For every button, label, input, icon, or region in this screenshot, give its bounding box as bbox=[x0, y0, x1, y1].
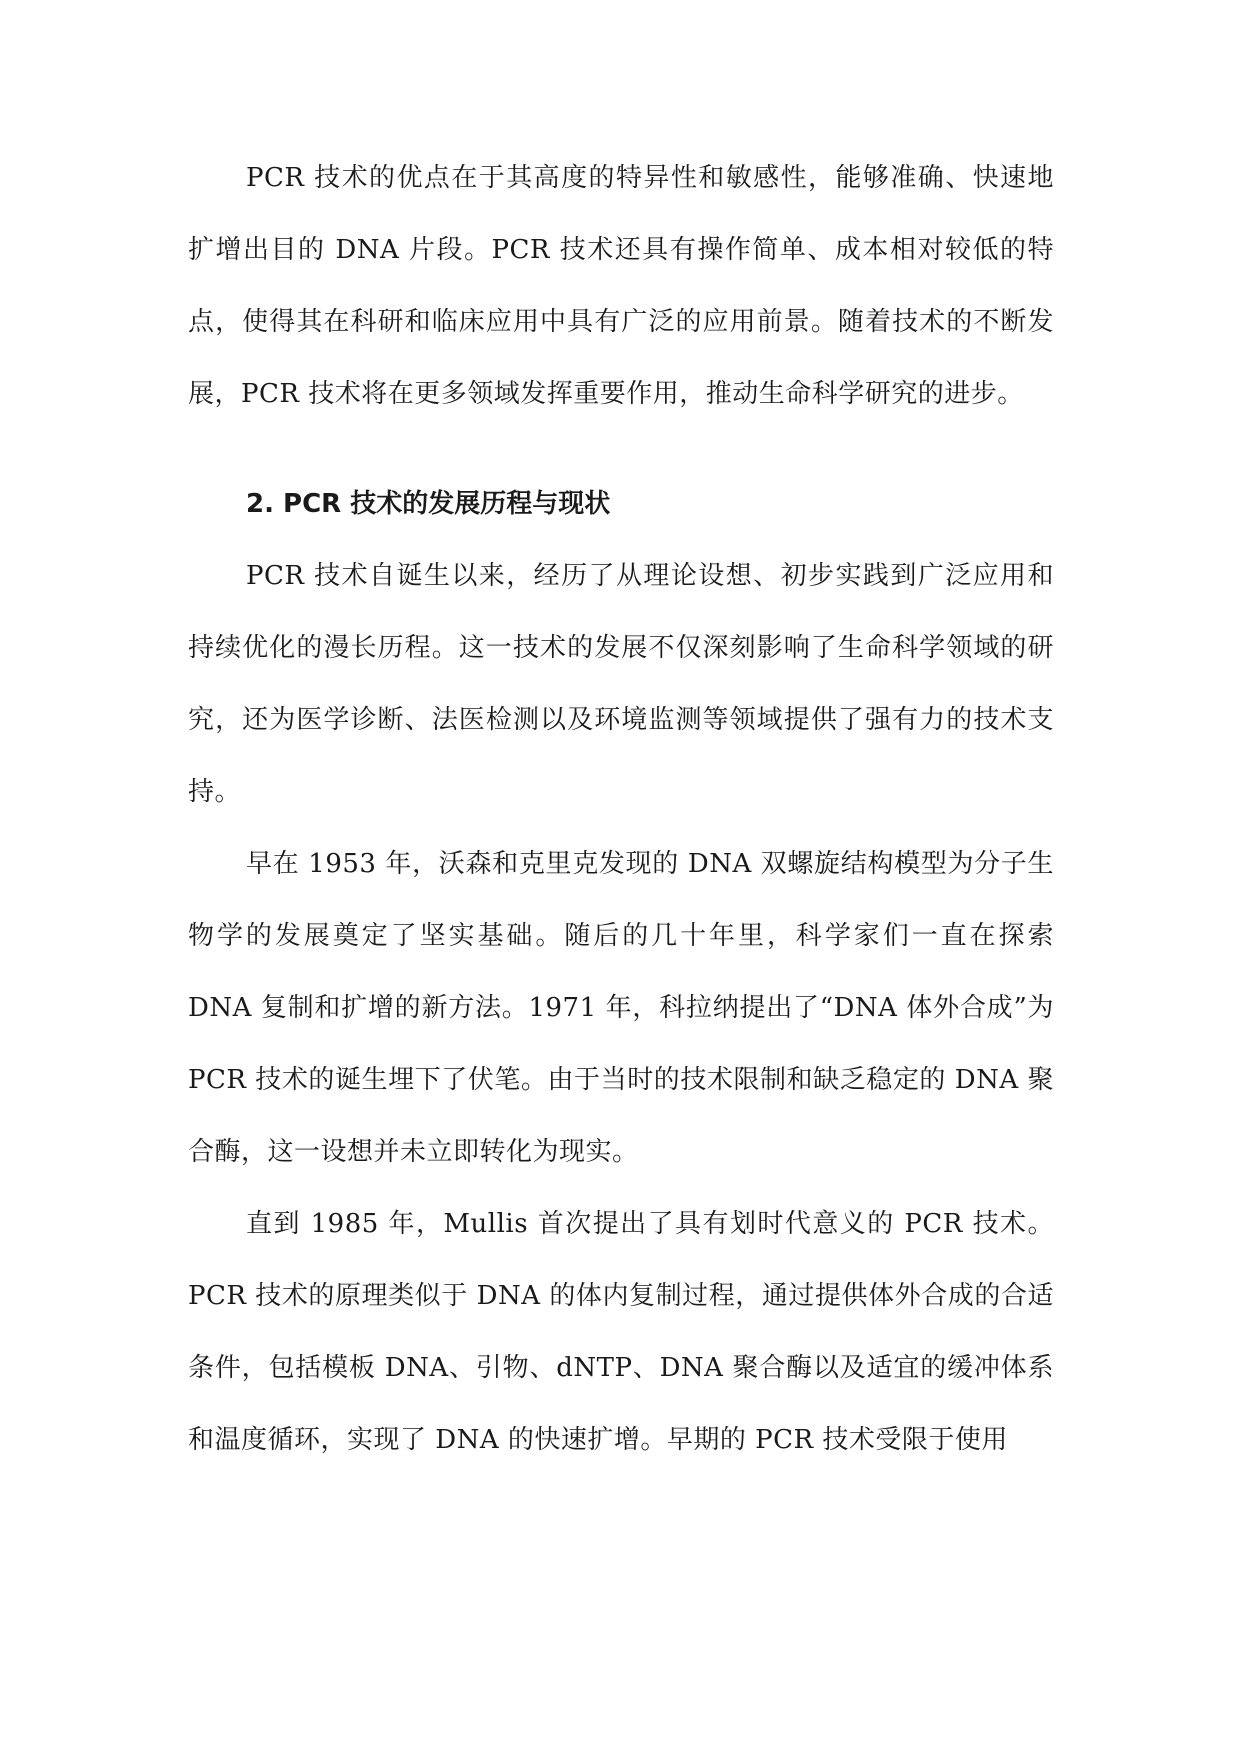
document-page bbox=[188, 142, 1054, 1476]
paragraph-dna-discovery: 早在 1953 年，沃森和克里克发现的 DNA 双螺旋结构模型为分子生物学的发展奠定了坚实基础。随后的几十年里，科学家们一直在探索 DNA 复制和扩增的新方法。1971 年，科拉纳提出了“DNA 体外合成”为 PCR 技术的诞生埋下了伏笔。由于当时的技术限制和缺乏稳定的 DNA 聚合酶，这一设想并未立即转化为现实。 bbox=[188, 849, 1054, 1167]
paragraph-pcr-advantages: PCR 技术的优点在于其高度的特异性和敏感性，能够准确、快速地扩增出目的 DNA 片段。PCR 技术还具有操作简单、成本相对较低的特点，使得其在科研和临床应用中具有广泛的应用前景。随着技术的不断发展，PCR 技术将在更多领域发挥重要作用，推动生命科学研究的进步。 bbox=[188, 163, 1054, 409]
paragraph-pcr-history-intro: PCR 技术自诞生以来，经历了从理论设想、初步实践到广泛应用和持续优化的漫长历程。这一技术的发展不仅深刻影响了生命科学领域的研究，还为医学诊断、法医检测以及环境监测等领域提供了强有力的技术支持。 bbox=[188, 561, 1054, 807]
paragraph-mullis-pcr: 直到 1985 年，Mullis 首次提出了具有划时代意义的 PCR 技术。PCR 技术的原理类似于 DNA 的体内复制过程，通过提供体外合成的合适条件，包括模板 DNA、引物、dNTP、DNA 聚合酶以及适宜的缓冲体系和温度循环，实现了 DNA 的快速扩增。早期的 PCR 技术受限于使用 bbox=[188, 1209, 1054, 1455]
section-heading: 2. PCR 技术的发展历程与现状 bbox=[246, 489, 611, 519]
